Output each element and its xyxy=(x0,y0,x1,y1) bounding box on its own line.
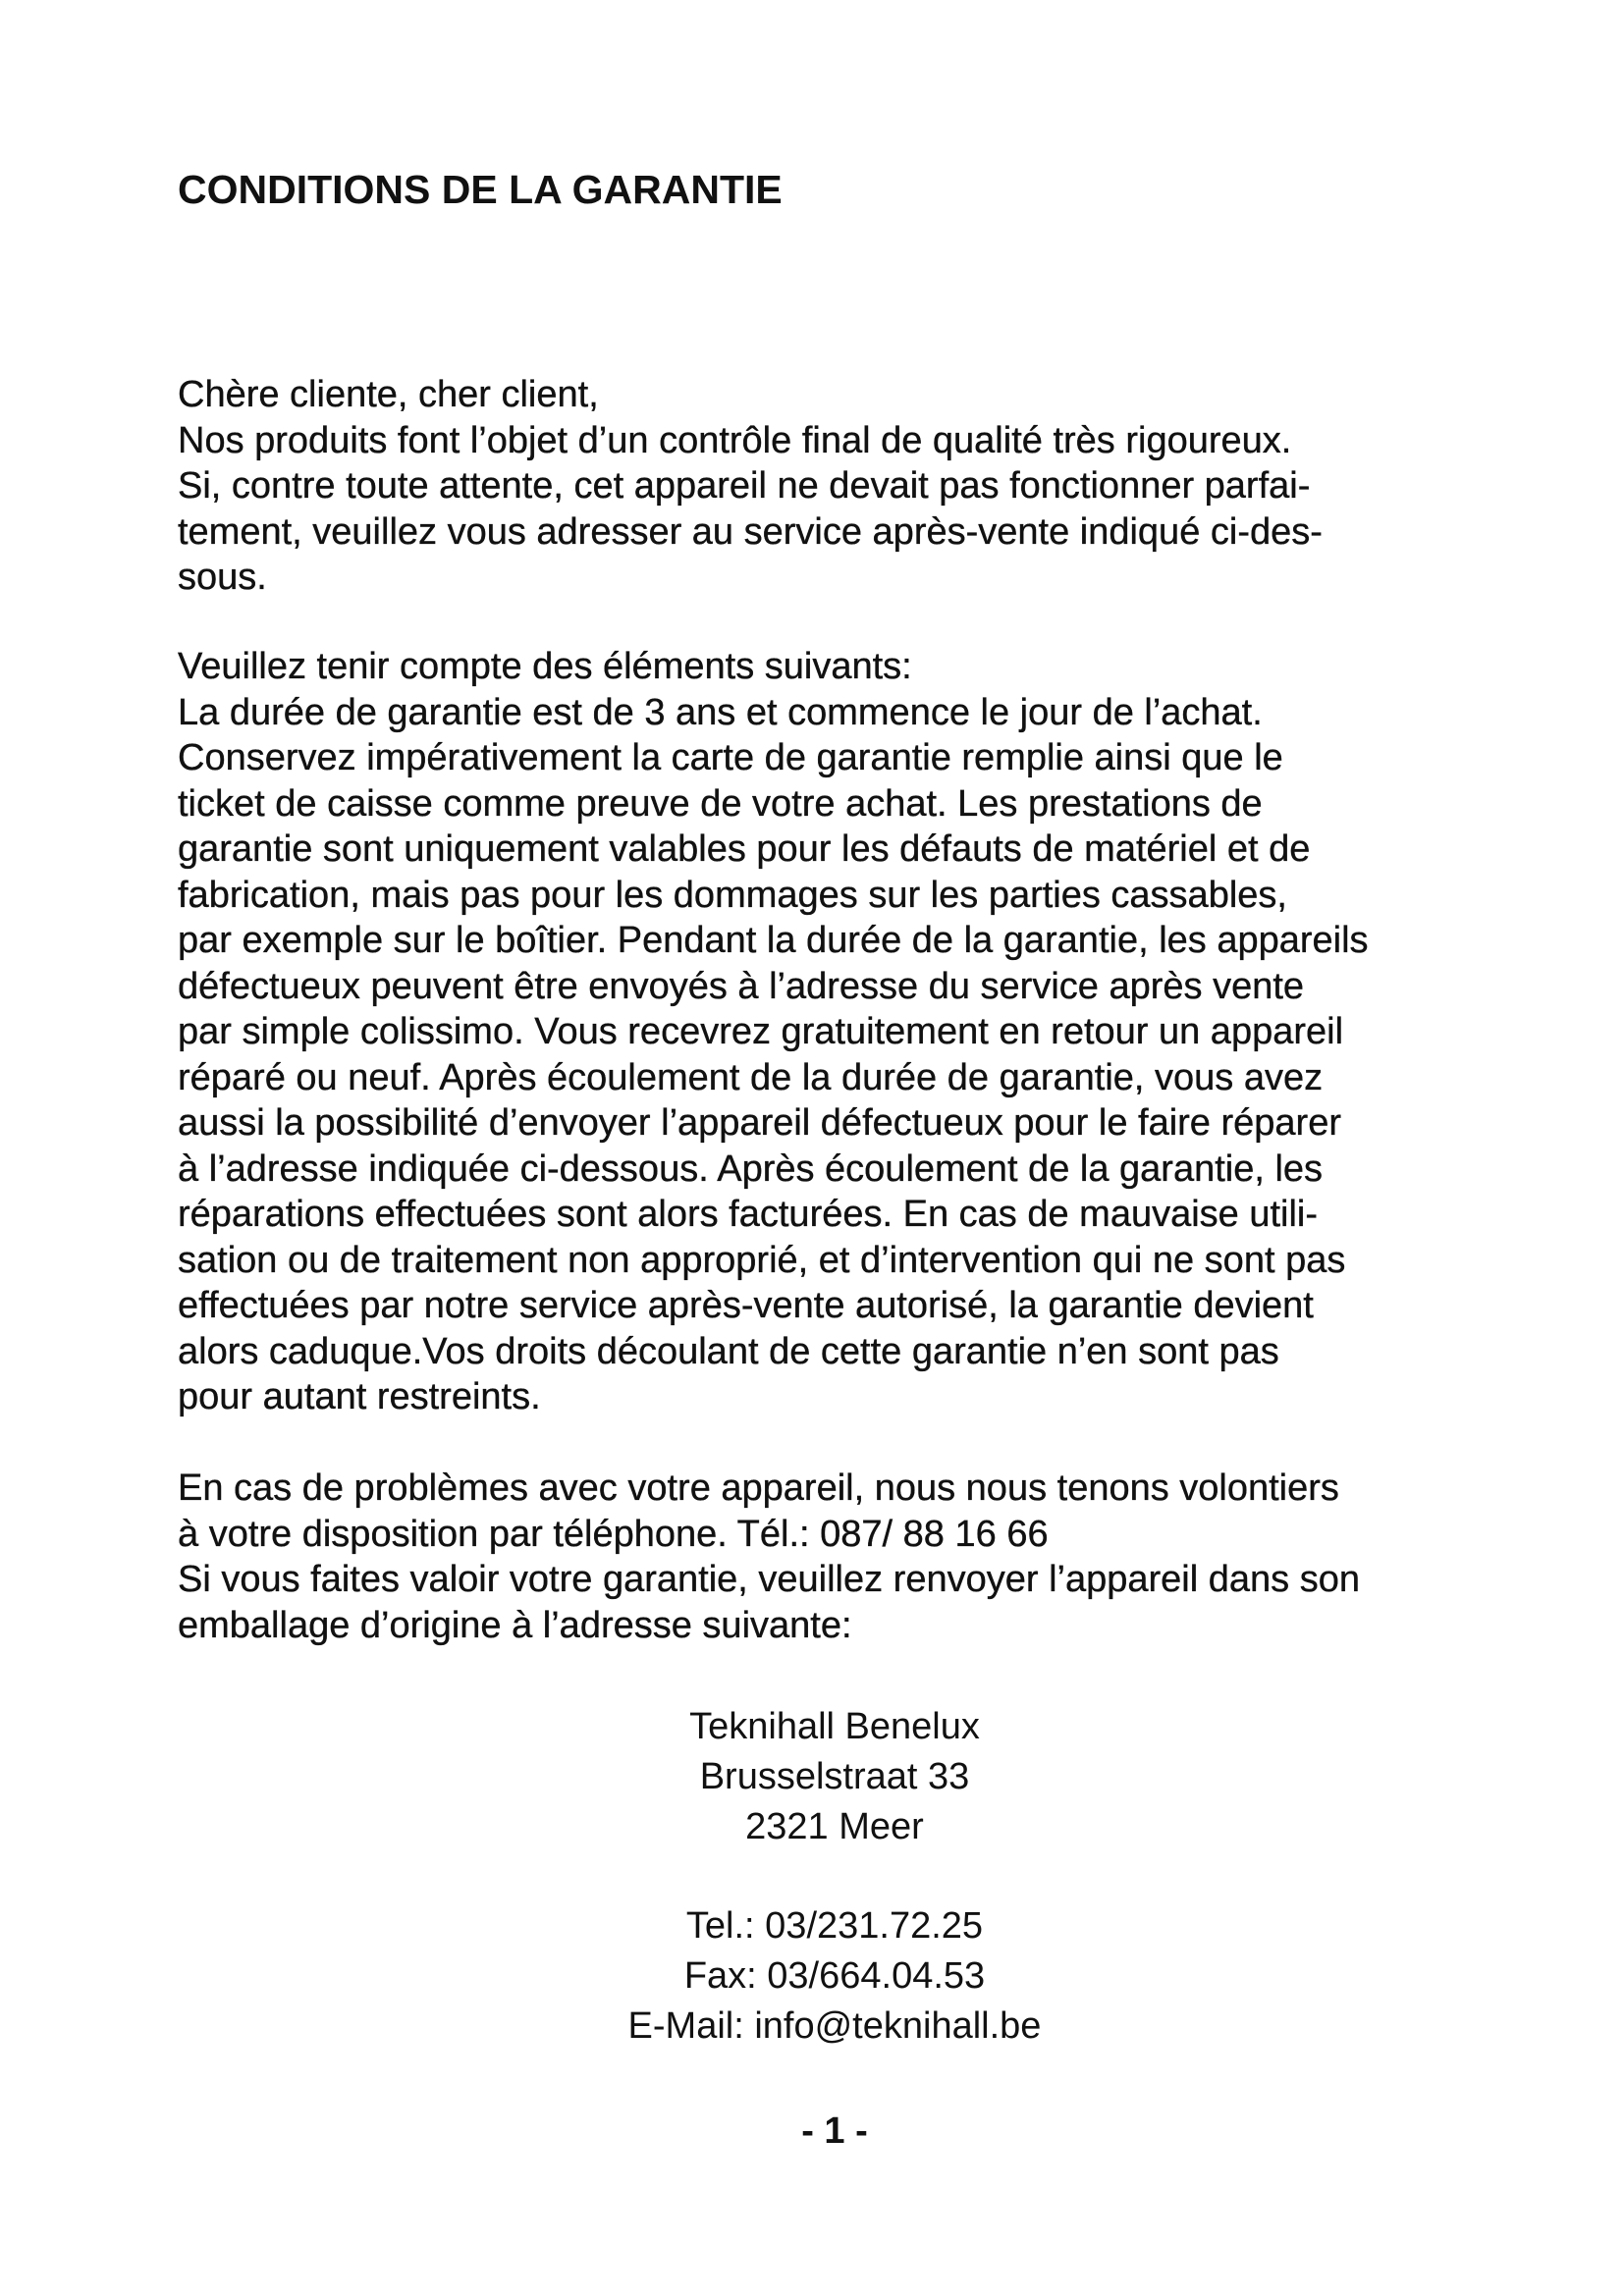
text-line: à l’adresse indiquée ci-dessous. Après écoulement de la garantie, les xyxy=(178,1148,1324,1190)
text-line: fabrication, mais pas pour les dommages sur les parties cassables, xyxy=(178,874,1287,916)
text-line: garantie sont uniquement valables pour les défauts de matériel et de xyxy=(178,828,1311,870)
text-line: effectuées par notre service après-vente autorisé, la garantie devient xyxy=(178,1285,1314,1326)
address-street: Brusselstraat 33 xyxy=(699,1756,970,1797)
text-line: Si vous faites valoir votre garantie, veuillez renvoyer l’appareil dans son xyxy=(178,1559,1360,1600)
text-line: Nos produits font l’objet d’un contrôle final de qualité très rigoureux. xyxy=(178,419,1292,461)
address-city: 2321 Meer xyxy=(745,1806,924,1847)
text-line: La durée de garantie est de 3 ans et commence le jour de l’achat. xyxy=(178,691,1263,733)
text-line: pour autant restreints. xyxy=(178,1376,541,1417)
text-line: par simple colissimo. Vous recevrez gratuitement en retour un appareil xyxy=(178,1011,1344,1052)
text-line: sous. xyxy=(178,557,267,598)
text-line: réparations effectuées sont alors facturées. En cas de mauvaise utili- xyxy=(178,1194,1319,1235)
intro-paragraph xyxy=(178,372,1513,601)
text-line: Veuillez tenir compte des éléments suivants: xyxy=(178,646,912,687)
text-line: Si, contre toute attente, cet appareil ne devait pas fonctionner parfai- xyxy=(178,465,1311,507)
text-line: sation ou de traitement non approprié, et d’intervention qui ne sont pas xyxy=(178,1239,1346,1281)
address-company: Teknihall Benelux xyxy=(689,1706,980,1747)
text-line: aussi la possibilité d’envoyer l’appareil défectueux pour le faire réparer xyxy=(178,1102,1341,1144)
text-line: par exemple sur le boîtier. Pendant la durée de la garantie, les appareils xyxy=(178,920,1369,961)
page-number: - 1 - xyxy=(801,2110,868,2152)
spacer xyxy=(0,1852,1624,1901)
text-line: emballage d’origine à l’adresse suivante: xyxy=(178,1604,852,1646)
contact-paragraph xyxy=(178,1466,1513,1648)
address-tel: Tel.: 03/231.72.25 xyxy=(685,1905,984,1947)
conditions-paragraph xyxy=(178,644,1513,1420)
text-line: tement, veuillez vous adresser au service après-vente indiqué ci-des- xyxy=(178,510,1323,553)
text-line: alors caduque.Vos droits découlant de cette garantie n’en sont pas xyxy=(178,1330,1279,1372)
address-email: E-Mail: info@teknihall.be xyxy=(627,2005,1042,2047)
text-line: En cas de problèmes avec votre appareil, nous nous tenons volontiers xyxy=(178,1468,1339,1509)
service-address xyxy=(0,1702,1624,2052)
text-line: Chère cliente, cher client, xyxy=(178,374,599,415)
text-line: ticket de caisse comme preuve de votre achat. Les prestations de xyxy=(178,782,1263,825)
text-line: à votre disposition par téléphone. Tél.: 087/ 88 16 66 xyxy=(178,1513,1049,1555)
page-title: CONDITIONS DE LA GARANTIE xyxy=(178,167,783,212)
text-line: Conservez impérativement la carte de garantie remplie ainsi que le xyxy=(178,737,1283,778)
address-fax: Fax: 03/664.04.53 xyxy=(683,1955,986,1997)
text-line: défectueux peuvent être envoyés à l’adresse du service après vente xyxy=(178,965,1305,1007)
text-line: réparé ou neuf. Après écoulement de la durée de garantie, vous avez xyxy=(178,1056,1324,1098)
